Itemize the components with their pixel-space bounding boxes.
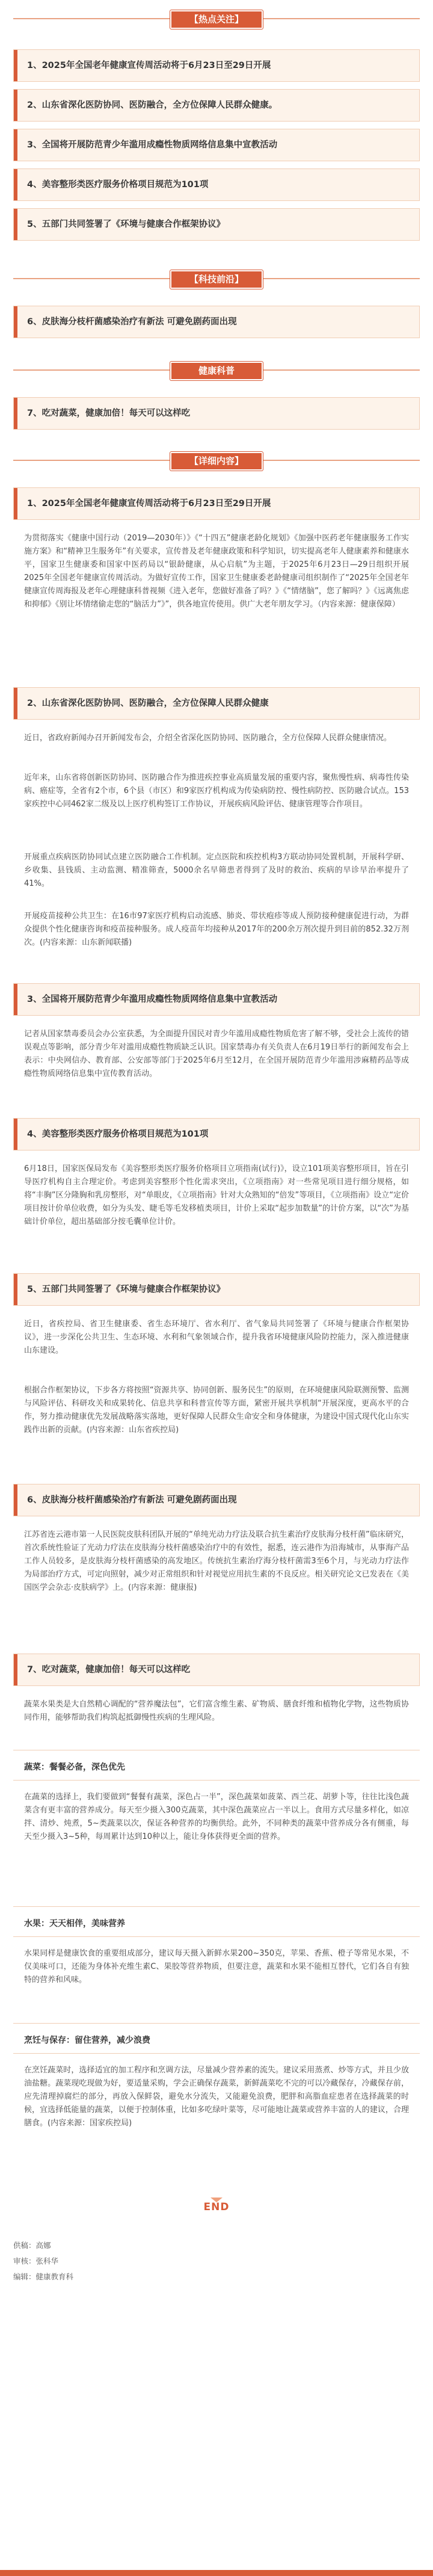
divider xyxy=(13,2023,420,2024)
subheading-vegetables: 蔬菜：餐餐必备，深色优先 xyxy=(24,1762,125,1772)
detail-heading-6 xyxy=(13,1484,420,1516)
credit-editor: 编辑：健康教育科 xyxy=(13,2272,74,2281)
detail-heading-5 xyxy=(13,1273,420,1306)
section-tag-health-label: 健康科普 xyxy=(170,362,263,380)
headline-text: 6、皮肤海分枝杆菌感染治疗有新法 可避免剧药面出现 xyxy=(27,317,237,327)
end-mark xyxy=(186,2196,247,2226)
detail-paragraph: 开展重点疾病医防协同试点建立医防融合工作机制。定点医院和疾控机构3方联动协同处置机制，开展科学研、乡收集、县钱质、主动监测、精准筛查，5000余名早筛患者得到了及时的救治、疾病的早诊早治率提升了41%。 xyxy=(24,853,409,888)
section-tag-tech-label: 【科技前沿】 xyxy=(170,270,263,289)
headline-box-4[interactable] xyxy=(13,168,420,201)
detail-paragraph: 近年来，山东省将创新医防协同、医防融合作为推进疾控事业高质量发展的重要内容，聚焦慢性病、病毒性传染病、癌症等，全省有2个市，6个县（市区）和9家医疗机构成为传染病防控、慢性病防控、医防融合试点。153家疾控中心同462家二级及以上医疗机构签订工作协议，开展疾病风险评估、健康管理等合作项目。 xyxy=(24,773,409,809)
detail-paragraph: 近日，省疾控局、省卫生健康委、省生态环境厅、省水利厅、省气象局共同签署了《环境与健康合作框架协议》，进一步深化公共卫生、生态环境、水利和气象领域合作，提升我省环境健康风险防控能力，深入推进健康山东建设。 xyxy=(24,1320,409,1355)
credit-reviewer: 审核：张科华 xyxy=(13,2256,59,2266)
detail-paragraph: 蔬菜水果类是大自然精心调配的“营养魔法包”，它们富含维生素、矿物质、膳食纤维和植物化学物，这些物质协同作用，能够帮助我们构筑起抵御慢性疾病的生理风险。 xyxy=(24,1700,409,1722)
detail-heading-text: 6、皮肤海分枝杆菌感染治疗有新法 可避免剧药面出现 xyxy=(27,1495,237,1505)
divider xyxy=(13,1906,420,1907)
headline-box-2[interactable] xyxy=(13,89,420,122)
headline-text: 2、山东省深化医防协同、医防融合，全方位保障人民群众健康。 xyxy=(27,100,278,110)
detail-heading-2 xyxy=(13,687,420,720)
divider xyxy=(13,1936,420,1937)
subheading-fruits: 水果：天天相伴，美味营养 xyxy=(24,1919,125,1929)
detail-heading-text: 3、全国将开展防范青少年滥用成瘾性物质网络信息集中宣教活动 xyxy=(27,995,278,1004)
detail-heading-1 xyxy=(13,487,420,520)
detail-paragraph: 江苏省连云港市第一人民医院皮肤科团队开展的“单纯光动力疗法及联合抗生素治疗皮肤海分枝杆菌”临床研究，首次系统性验证了光动力疗法在皮肤海分枝杆菌感染治疗中的有效性，据悉，连云港作为沿海城市，从事海产品工作人员较多，是皮肤海分枝杆菌感染的高发地区。传统抗生素治疗海分枝杆菌需3至6个月，与光动力疗法作为局部治疗方式，可定向照射，减少对正常组织和针对视觉应用抗生素的不良反应。相关研究论文已发表在《美国医学会杂志·皮肤病学》上。(内容来源：健康报) xyxy=(24,1530,409,1592)
detail-paragraph: 在烹饪蔬菜时，选择适宜的加工程序和烹调方法，尽量减少营养素的流失。建议采用蒸煮、炒等方式，并且少放油盐糖。蔬菜现吃现做为好，要适量采购，学会正确保存蔬菜，新鲜蔬菜吃不完的可以冷藏保存，冷藏保存前，应先清理掉腐烂的部分，再放入保鲜袋，避免水分流失，又能避免浪费，肥胖和高脂血症患者在选择蔬菜的时候，宜选择低能量的蔬菜，以便于控制体重，比如多吃绿叶菜等，尽可能地让蔬菜或营养丰富的人的建议，合理膳食。(内容来源：国家疾控局) xyxy=(24,2066,409,2128)
detail-paragraph: 记者从国家禁毒委员会办公室获悉，为全面提升国民对青少年滥用成瘾性物质危害了解不够，受社会上流传的错误观点等影响，部分青少年对滥用成瘾性物质缺乏认识。国家禁毒办有关负责人在6月19日举行的新闻发布会上表示：中央网信办、教育部、公安部等部门于2025年6月至12月，在全国开展防范青少年滥用涉麻精药品等成瘾性物质网络信息集中宣传教育活动。 xyxy=(24,1030,409,1078)
headline-box-7[interactable] xyxy=(13,397,420,430)
section-tag-detail xyxy=(0,450,433,471)
detail-paragraph: 为贯彻落实《健康中国行动（2019—2030年）》《“十四五”健康老龄化规划》《加强中医药老年健康服务工作实施方案》和“精神卫生服务年”有关要求，宣传普及老年健康政策和科学知识，切实提高老年人健康素养和健康水平，国家卫生健康委和国家中医药局以“银龄健康，从心启航”为主题，于2025年6月23日—29日组织开展2025年全国老年健康宣传周活动。为做好宣传工作，国家卫生健康委老龄健康司组织制作了“2025年全国老年健康宣传周海报及老年心理健康科普视频《进入老年，您做好准备了吗？》《“情绪脑”，您了解吗？》《远离焦虑和抑郁》《别让坏情绪偷走您的“脑活力”》”，供各地宣传使用。供广大老年朋友学习。（内容来源：健康保障） xyxy=(24,534,409,609)
detail-heading-3 xyxy=(13,983,420,1016)
detail-heading-text: 7、吃对蔬菜，健康加倍！每天可以这样吃 xyxy=(27,1665,191,1675)
headline-text: 1、2025年全国老年健康宣传周活动将于6月23日至29日开展 xyxy=(27,61,271,70)
divider xyxy=(13,2053,420,2054)
detail-heading-text: 5、五部门共同签署了《环境与健康合作框架协议》 xyxy=(27,1285,226,1294)
detail-paragraph: 开展疫苗接种公共卫生：在16市97家医疗机构启动流感、肺炎、带状疱疹等成人预防接种健康促进行动，为群众提供个性化健康咨询和疫苗接种服务。成人疫苗年均接种从2017年的200余万剂次提升到目前的852.32万剂次。(内容来源：山东新闻联播) xyxy=(24,912,409,947)
detail-paragraph: 近日，省政府新闻办召开新闻发布会，介绍全省深化医防协同、医防融合，全方位保障人民群众健康情况。 xyxy=(24,734,392,743)
detail-heading-7 xyxy=(13,1654,420,1686)
detail-paragraph: 6月18日，国家医保局发布《美容整形类医疗服务价格项目立项指南(试行)》，设立101项美容整形项目，旨在引导医疗机构自主合理定价。考虑到美容整形个性化需求突出，《立项指南》对一些常见项目进行细分规格，如将“丰胸”区分隆胸和乳房整形，对“单眼皮，《立项指南》针对大众熟知的“倍发”等项目，《立项指南》设立“定价项目按计价单位收费，如分为头发、睫毛等毛发移植类项目，计价上采取“起步加数量”的计价方案，以“次”为基础计价单位，超出基础部分按毛囊单位计价。 xyxy=(24,1164,409,1226)
detail-heading-text: 1、2025年全国老年健康宣传周活动将于6月23日至29日开展 xyxy=(27,499,271,508)
end-label: END xyxy=(203,2201,230,2213)
headline-box-5[interactable] xyxy=(13,208,420,241)
section-tag-tech xyxy=(0,268,433,289)
detail-heading-text: 2、山东省深化医防协同、医防融合，全方位保障人民群众健康 xyxy=(27,699,269,708)
detail-paragraph: 水果同样是健康饮食的重要组成部分，建议每天摄入新鲜水果200~350克，苹果、香蕉、橙子等常见水果，不仅美味可口，还能为身体补充维生素C、果胶等营养物质，但要注意，蔬菜和水果不能相互替代，它们各自有独特的营养和风味。 xyxy=(24,1949,409,1985)
headline-box-3[interactable] xyxy=(13,129,420,161)
headline-box-6[interactable] xyxy=(13,306,420,338)
headline-text: 3、全国将开展防范青少年滥用成瘾性物质网络信息集中宣教活动 xyxy=(27,140,278,150)
credit-author: 供稿：高娜 xyxy=(13,2241,51,2250)
detail-paragraph: 根据合作框架协议，下步各方将按照“资源共享、协同创新、服务民生”的原则，在环境健康风险联测预警、监测与风险评估、科研攻关和成果转化、信息共享和科普宣传等方面，紧密开展共享机制“开展深度，更高水平的合作，努力推动健康优先发展战略落实落地，更好保障人民群众生命安全和身体健康，为建设中国式现代化山东实践作出新的贡献。(内容来源：山东省疾控局) xyxy=(24,1386,409,1435)
detail-paragraph: 在蔬菜的选择上，我们要做到“餐餐有蔬菜，深色占一半”，深色蔬菜如菠菜、西兰花、胡萝卜等，往往比浅色蔬菜含有更丰富的营养成分。每天至少摄入300克蔬菜，其中深色蔬菜应占一半以上。食用方式尽量多样化，如凉拌、清炒、炖煮，5~类蔬菜以次，保证各种营养的均衡供给。此外，不同种类的蔬菜中营养成分各有侧重，每天至少摄入3~5种，每周累计达到10种以上，能让身体获得更全面的营养。 xyxy=(24,1793,409,1841)
section-tag-health xyxy=(0,360,433,380)
detail-heading-4 xyxy=(13,1118,420,1151)
bottom-accent-bar xyxy=(0,2570,433,2576)
section-tag-detail-label: 【详细内容】 xyxy=(170,452,263,471)
headline-text: 4、美容整形类医疗服务价格项目规范为101项 xyxy=(27,180,209,190)
headline-box-1[interactable] xyxy=(13,49,420,82)
detail-heading-text: 4、美容整形类医疗服务价格项目规范为101项 xyxy=(27,1129,209,1139)
subheading-cooking: 烹饪与保存：留住营养，减少浪费 xyxy=(24,2036,150,2045)
section-tag-hot xyxy=(0,8,433,29)
section-tag-hot-label: 【热点关注】 xyxy=(170,10,263,29)
divider xyxy=(13,1780,420,1781)
headline-text: 7、吃对蔬菜，健康加倍！每天可以这样吃 xyxy=(27,409,191,418)
headline-text: 5、五部门共同签署了《环境与健康合作框架协议》 xyxy=(27,220,226,229)
